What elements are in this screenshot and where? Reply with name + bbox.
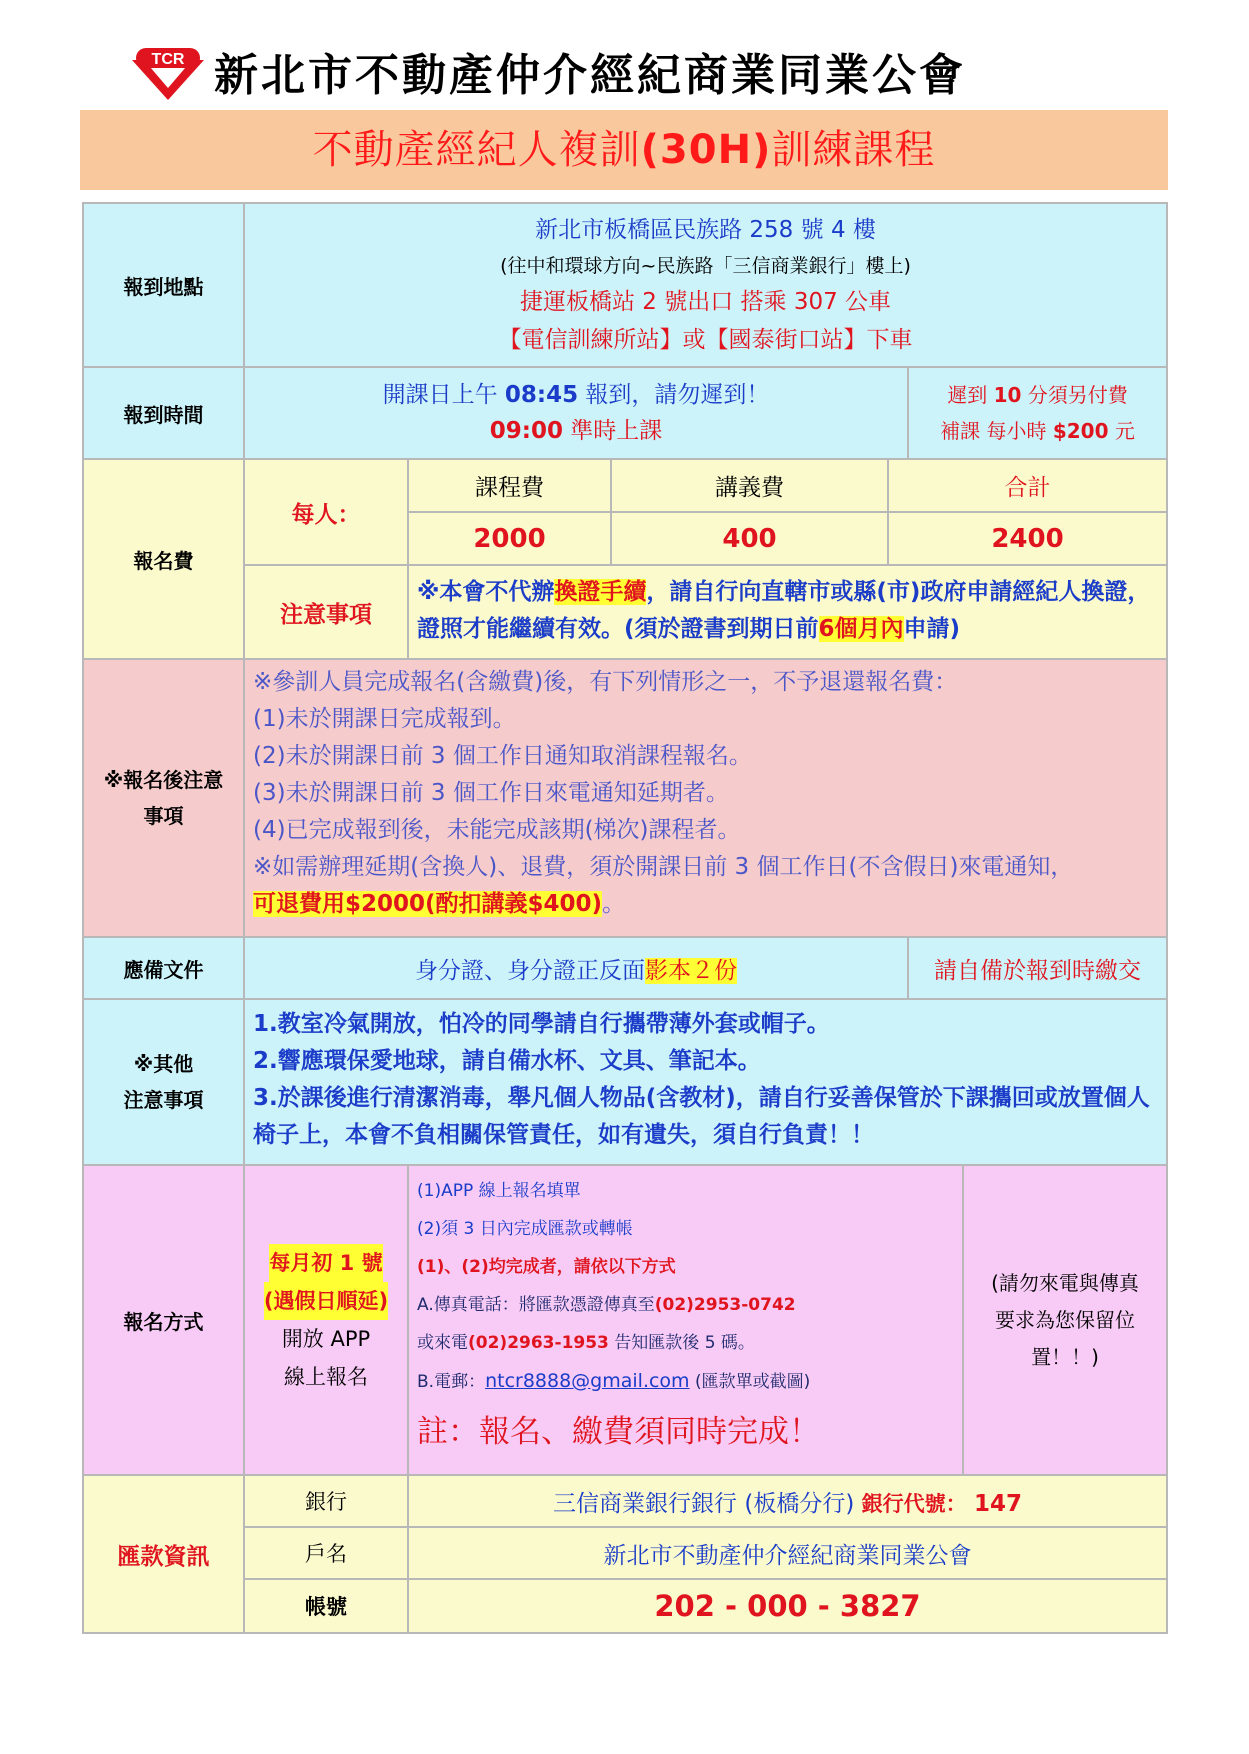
signup-schedule	[243, 1164, 409, 1476]
phone-number: (02)2963-1953	[468, 1333, 609, 1353]
header	[130, 42, 1110, 112]
time-label: 報到時間	[82, 366, 245, 460]
bank-label: 銀行	[243, 1474, 409, 1528]
bank-info	[407, 1474, 1168, 1528]
course-title-banner	[80, 110, 1168, 190]
highlight-renewal: 換證手續	[554, 579, 647, 605]
account-name-label: 戶名	[243, 1526, 409, 1580]
fee-note-label: 注意事項	[243, 564, 409, 660]
bank-code-label: 銀行代號：	[861, 1491, 967, 1516]
after-signup-notes: ※參訓人員完成報名(含繳費)後，有下列情形之一，不予退還報名費： (1)未於開課日完成報到。 (2)未於開課日前 3 個工作日通知取消課程報名。 (3)未於開課日前 3 個工作日來電通知延期者。 (4)已完成報到後，未能完成該期(梯次)課程者。 ※如需辦理延期(含換人)、退費，須於開課日前 3 個工作日(不含假日)來電通知， 可退費用$2000(酌扣講義$400)。	[243, 658, 1168, 938]
address: 新北市板橋區民族路 258 號 4 樓	[535, 217, 876, 243]
transit: 捷運板橋站 2 號出口 搭乘 307 公車	[519, 289, 892, 315]
email-info: B.電郵：ntcr8888@gmail.com (匯款單或截圖)	[417, 1370, 811, 1392]
account-name: 新北市不動產仲介經紀商業同業公會	[407, 1526, 1168, 1580]
fee-course-value: 2000	[407, 511, 612, 566]
tcr-logo-icon	[130, 46, 206, 102]
fee-col-course: 課程費	[407, 458, 612, 513]
org-name: 新北市不動產仲介經紀商業同業公會	[214, 50, 966, 101]
late-fee: 遲到 10 分須另付費	[947, 383, 1128, 407]
other-item-2: 2.響應環保愛地球，請自備水杯、文具、筆記本。	[253, 1048, 761, 1074]
other-item-1: 1.教室冷氣開放，怕冷的同學請自行攜帶薄外套或帽子。	[253, 1011, 830, 1037]
signup-no-hold-note: (請勿來電與傳真 要求為您保留位置！！)	[962, 1164, 1168, 1476]
account-no-label: 帳號	[243, 1578, 409, 1634]
makeup-fee: 補課 每小時 $200 元	[940, 419, 1135, 443]
signup-online: 線上報名	[284, 1365, 368, 1389]
fee-total-value: 2400	[887, 511, 1168, 566]
per-person-label: 每人：	[243, 458, 409, 566]
time-info	[243, 366, 909, 460]
bank-code: 147	[973, 1490, 1022, 1517]
other-item-3: 3.於課後進行清潔消毒，舉凡個人物品(含教材)，請自行妥善保管於下課攜回或放置個人椅子上，本會不負相關保管責任，如有遺失，須自行負責！！	[253, 1085, 1150, 1148]
signup-app-open: 開放 APP	[281, 1327, 371, 1351]
title-pre: 不動產經紀人複訓	[312, 127, 641, 173]
signup-notice: 註：報名、繳費須同時完成！	[417, 1414, 820, 1450]
title-bold: (30H)	[640, 127, 772, 173]
class-start: 09:00 準時上課	[489, 418, 663, 444]
after-line-5: (4)已完成報到後，未能完成該期(梯次)課程者。	[253, 817, 741, 843]
fee-col-handout: 講義費	[610, 458, 889, 513]
bus-stops: 【電信訓練所站】或【國泰街口站】下車	[498, 327, 913, 353]
other-notes	[243, 998, 1168, 1166]
call-info: 或來電(02)2963-1953 告知匯款後 5 碼。	[417, 1333, 755, 1353]
signup-holiday-note: (遇假日順延)	[264, 1282, 388, 1320]
signup-label: 報名方式	[82, 1164, 245, 1476]
after-line-4: (3)未於開課日前 3 個工作日來電通知延期者。	[253, 780, 729, 806]
title-post: 訓練課程	[771, 127, 936, 173]
signup-step-1: (1)APP 線上報名填單	[417, 1181, 581, 1201]
signup-step-2: (2)須 3 日內完成匯款或轉帳	[417, 1219, 633, 1239]
account-number: 202 - 000 - 3827	[407, 1578, 1168, 1634]
after-line-1: ※參訓人員完成報名(含繳費)後，有下列情形之一，不予退還報名費：	[253, 669, 958, 695]
signup-open-day: 每月初 1 號	[269, 1244, 382, 1282]
fee-label: 報名費	[82, 458, 245, 660]
after-line-6: ※如需辦理延期(含換人)、退費，須於開課日前 3 個工作日(不含假日)來電通知，	[253, 854, 1074, 880]
remit-label: 匯款資訊	[82, 1474, 245, 1634]
after-line-2: (1)未於開課日完成報到。	[253, 706, 516, 732]
highlight-6-months: 6個月內	[818, 616, 904, 642]
copies-highlight: 影本２份	[645, 957, 737, 984]
checkin-time: 開課日上午 08:45 報到，請勿遲到！	[382, 382, 770, 408]
fax-number: (02)2953-0742	[654, 1295, 796, 1315]
logo-text: TCR	[151, 51, 185, 68]
bank-name: 三信商業銀行銀行 (板橋分行)	[553, 1490, 855, 1517]
fee-handout-value: 400	[610, 511, 889, 566]
fax-info: A.傳真電話：將匯款憑證傳真至(02)2953-0742	[417, 1295, 796, 1315]
after-line-3: (2)未於開課日前 3 個工作日通知取消課程報名。	[253, 743, 752, 769]
docs-text: 身分證、身分證正反面影本２份	[243, 936, 909, 1000]
email-link[interactable]: ntcr8888@gmail.com	[485, 1370, 690, 1392]
late-policy	[907, 366, 1168, 460]
refund-amount: 可退費用$2000(酌扣講義$400)	[253, 891, 603, 917]
docs-label: 應備文件	[82, 936, 245, 1000]
fee-col-total: 合計	[887, 458, 1168, 513]
direction: (往中和環球方向~民族路「三信商業銀行」樓上)	[500, 255, 911, 277]
after-signup-label: ※報名後注意 事項	[82, 658, 245, 938]
docs-note: 請自備於報到時繳交	[907, 936, 1168, 1000]
other-notes-label: ※其他 注意事項	[82, 998, 245, 1166]
fee-note-text: ※本會不代辦換證手續，請自行向直轄市或縣(市)政府申請經紀人換證，證照才能繼續有效。(須於證書到期日前6個月內申請)	[407, 564, 1168, 660]
signup-steps	[407, 1164, 964, 1476]
location-label: 報到地點	[82, 202, 245, 368]
location-info	[243, 202, 1168, 368]
signup-step-3: (1)、(2)均完成者，請依以下方式	[417, 1257, 676, 1277]
